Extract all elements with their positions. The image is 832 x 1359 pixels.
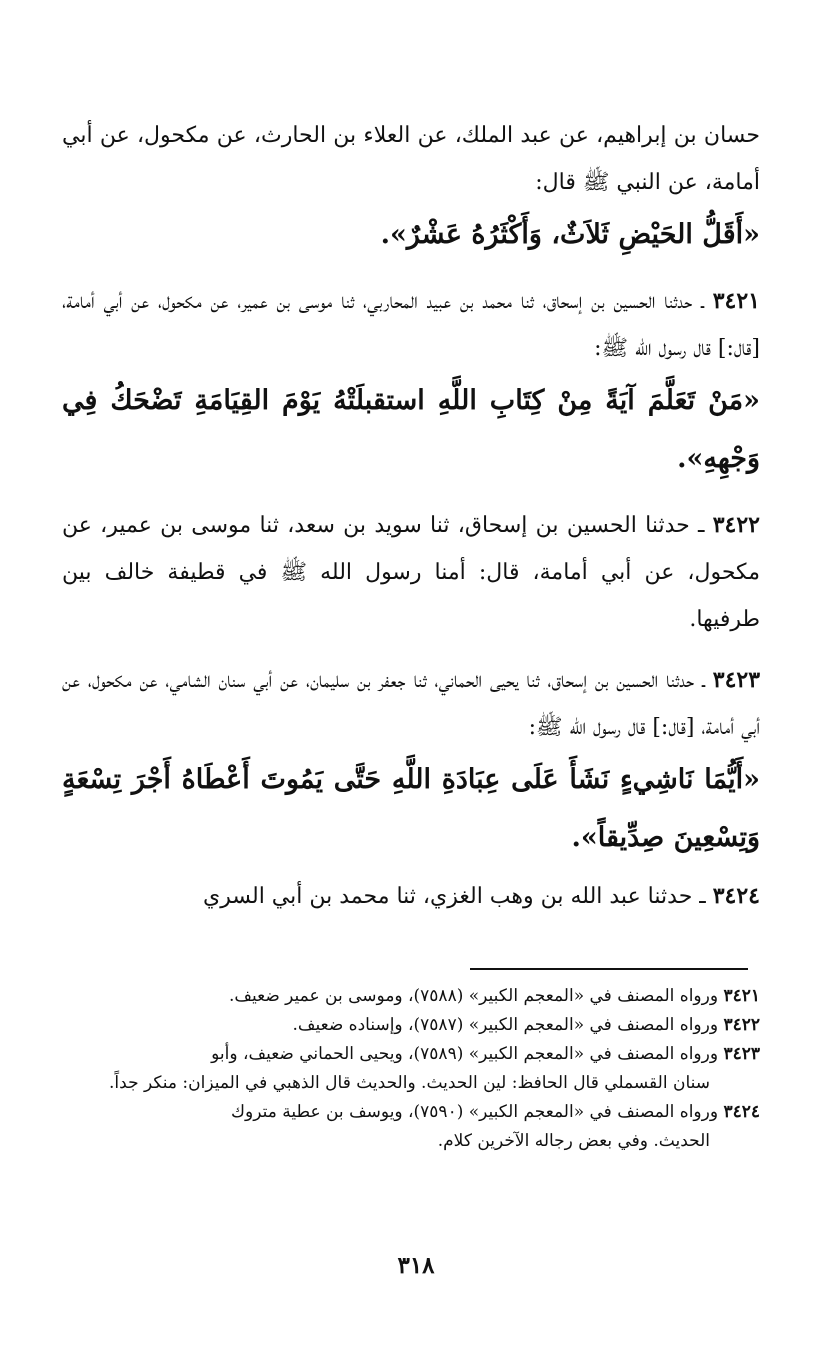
intro-isnad: حسان بن إبراهيم، عن عبد الملك، عن العلاء بن الحارث، عن مكحول، عن أبي أمامة، عن النبي ﷺ قال: xyxy=(62,123,760,195)
entry-number: ٣٤٢٤ xyxy=(712,883,760,909)
footnotes xyxy=(60,982,760,1156)
entry-number: ٣٤٢٢ xyxy=(712,512,760,538)
entry-3421-hadith: «مَنْ تَعَلَّمَ آيَةً مِنْ كِتَابِ اللَّهِ استقبلَتْهُ يَوْمَ القِيَامَةِ تَضْحَكُ فِي وَجْهِهِ». xyxy=(62,385,760,474)
footnote-3422: ٣٤٢٢ ورواه المصنف في «المعجم الكبير» (٧٥٨٧)، وإسناده ضعيف. xyxy=(292,1015,760,1035)
entry-3424: ٣٤٢٤ ـ حدثنا عبد الله بن وهب الغزي، ثنا محمد بن أبي السري xyxy=(203,883,760,909)
footnote-3424: ٣٤٢٤ ورواه المصنف في «المعجم الكبير» (٧٥٩٠)، ويوسف بن عطية متروك الحديث. وفي بعض رجاله الآخرين كلام. xyxy=(231,1102,760,1151)
entry-3423-hadith: «أَيُّمَا نَاشِيءٍ نَشَأَ عَلَى عِبَادَةِ اللَّهِ حَتَّى يَمُوتَ أَعْطَاهُ أَجْرَ تِسْعَةٍ وَتِسْعِينَ صِدِّيقاً». xyxy=(62,764,760,853)
entry-number: ٣٤٢١ xyxy=(712,288,760,314)
footnote-separator xyxy=(470,968,748,970)
intro-hadith: «أَقَلُّ الحَيْضِ ثَلاَثٌ، وَأَكْثَرُهُ عَشْرٌ». xyxy=(380,219,760,250)
footnote-3421: ٣٤٢١ ورواه المصنف في «المعجم الكبير» (٧٥٨٨)، وموسى بن عمير ضعيف. xyxy=(229,986,760,1006)
page-number: ٣١٨ xyxy=(397,1252,435,1279)
entry-3421-isnad: ٣٤٢١ ـ حدثنا الحسين بن إسحاق، ثنا محمد بن عبيد المحاربي، ثنا موسى بن عمير، عن مكحول، عن أبي أمامة، [قال:] قال رسول الله ﷺ: xyxy=(62,288,760,361)
entry-number: ٣٤٢٣ xyxy=(712,667,761,693)
footnote-3423: ٣٤٢٣ ورواه المصنف في «المعجم الكبير» (٧٥٨٩)، ويحيى الحماني ضعيف، وأبو سنان القسملي قال الحافظ: لين الحديث. والحديث قال الذهبي في الميزان: منكر جداً. xyxy=(109,1044,760,1093)
entry-3423-isnad: ٣٤٢٣ ـ حدثنا الحسين بن إسحاق، ثنا يحيى الحماني، ثنا جعفر بن سليمان، عن أبي سنان الشامي، عن مكحول، عن أبي أمامة، [قال:] قال رسول الله ﷺ: xyxy=(62,667,761,740)
main-text xyxy=(62,112,760,920)
entry-3422: ٣٤٢٢ ـ حدثنا الحسين بن إسحاق، ثنا سويد بن سعد، ثنا موسى بن عمير، عن مكحول، عن أبي أمامة، قال: أمنا رسول الله ﷺ في قطيفة خالف بين طرفيها. xyxy=(62,512,760,632)
